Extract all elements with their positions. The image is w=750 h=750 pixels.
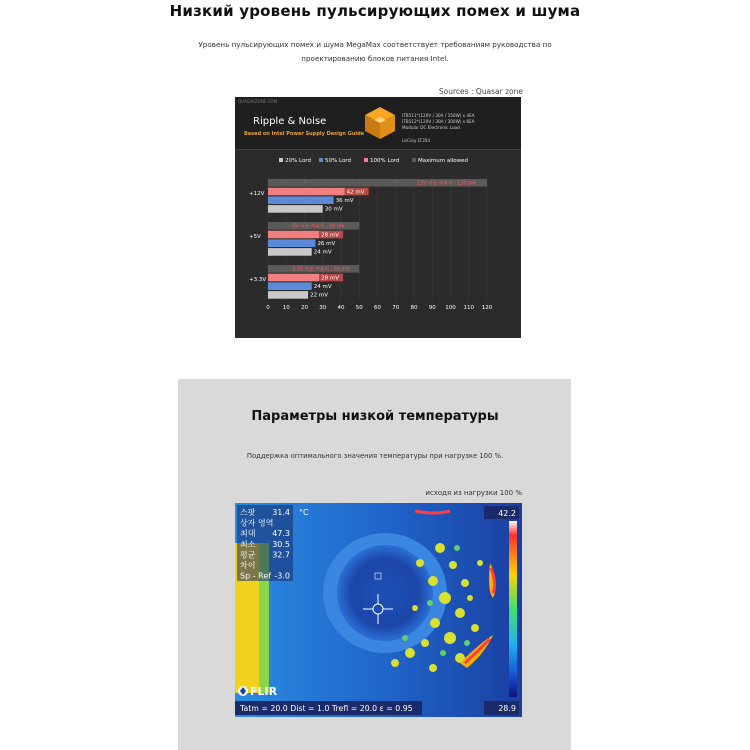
- bar-label: 42 mV: [346, 189, 365, 196]
- thermal-unit: °C: [299, 508, 309, 517]
- x-tick-label: 40: [337, 305, 345, 311]
- thermal-scale-min: 28.9: [498, 704, 516, 713]
- chart-legend: [279, 158, 468, 164]
- legend-swatch: [364, 158, 368, 162]
- thermal-section-title: Параметры низкой температуры: [251, 409, 499, 424]
- chart-x-ticks: [266, 305, 492, 311]
- thermal-image-svg: [235, 503, 522, 717]
- cube-logo-icon: [365, 107, 395, 139]
- bar-label: 30 mV: [324, 206, 343, 213]
- legend-label: 20% Lord: [285, 158, 311, 164]
- legend-swatch: [319, 158, 323, 162]
- ripple-chart-svg: [235, 97, 521, 338]
- bar-label: 24 mV: [313, 284, 332, 290]
- bar-label: 12V 리플 허용치 : 120 mV: [417, 181, 476, 187]
- bar-label: 24 mV: [313, 249, 332, 256]
- bar-label: 36 mV: [335, 198, 354, 204]
- category-label: +3.3V: [249, 277, 267, 283]
- bar-label: 26 mV: [317, 241, 336, 247]
- chart-spec-2: ITB512*(120V / 30A / 300W) x 6EA: [402, 119, 475, 124]
- x-tick-label: 10: [282, 305, 290, 311]
- thermal-stat-label: Sp - Ref: [240, 571, 272, 581]
- bar: [268, 188, 345, 196]
- category-label: +12V: [249, 191, 265, 197]
- thermal-stat-label: 스팟: [240, 508, 256, 517]
- x-tick-label: 60: [374, 305, 381, 311]
- thermal-stat-label: 평균: [240, 550, 256, 560]
- thermal-stat-value: 47.3: [272, 529, 290, 539]
- chart-spec-1: ITB511*(120V / 30A / 150W) x 4EA: [402, 113, 475, 118]
- thermal-stat-value: 32.7: [272, 550, 290, 560]
- x-tick-label: 20: [301, 305, 308, 311]
- bar: [268, 291, 308, 299]
- thermal-stat-value: 30.5: [272, 539, 290, 549]
- bar-label: 3.3V 리플 허용치 : 50 mV: [292, 267, 350, 273]
- thermal-stat-label: 최대: [240, 529, 256, 539]
- x-tick-label: 110: [463, 305, 474, 311]
- bar: [268, 239, 315, 247]
- category-label: +5V: [249, 234, 261, 240]
- ripple-section-title: Низкий уровень пульсирующих помех и шума: [169, 2, 581, 20]
- bar: [268, 274, 319, 282]
- x-tick-label: 90: [428, 305, 436, 311]
- x-tick-label: 50: [355, 305, 363, 311]
- bar-label: 28 mV: [321, 275, 339, 282]
- chart-spec-4: LeCroy LT354: [402, 138, 431, 143]
- x-tick-label: 100: [445, 305, 456, 311]
- x-tick-label: 0: [266, 305, 270, 311]
- chart-spec-3: Modular DC Electronic Load: [402, 125, 460, 130]
- legend-label: 50% Lord: [325, 158, 351, 164]
- bar: [268, 248, 312, 256]
- thermal-footer: Tatm = 20.0 Dist = 1.0 Trefl = 20.0 ε = 0.95: [240, 704, 413, 713]
- flir-logo-icon: [238, 686, 248, 696]
- bar: [268, 196, 334, 204]
- x-tick-label: 120: [481, 305, 493, 311]
- x-tick-label: 80: [410, 305, 418, 311]
- chart-subtitle: Based on Intel Power Supply Design Guide: [244, 131, 365, 137]
- thermal-color-scale: [509, 521, 517, 697]
- x-tick-label: 70: [392, 305, 400, 311]
- thermal-stat-label: 차이: [240, 561, 256, 570]
- thermal-image: [235, 503, 522, 717]
- bar: [268, 282, 312, 290]
- legend-swatch: [279, 158, 283, 162]
- legend-swatch: [412, 158, 416, 162]
- bar-label: 22 mV: [310, 292, 329, 299]
- thermal-stat-value: -3.0: [274, 571, 290, 581]
- thermal-stat-label: 상자 영역: [240, 518, 274, 528]
- bar: [268, 231, 319, 239]
- ripple-description-line2: проектированию блоков питания Intel.: [301, 54, 449, 63]
- chart-title: Ripple & Noise: [253, 116, 327, 127]
- thermal-stat-value: 31.4: [272, 508, 290, 517]
- legend-label: 100% Lord: [370, 158, 400, 164]
- thermal-description: Поддержка оптимального значения температуры при нагрузке 100 %.: [246, 452, 504, 460]
- ripple-noise-chart: [235, 97, 521, 338]
- ripple-source: Sources : Quasar zone: [438, 87, 523, 96]
- thermal-scale-max: 42.2: [498, 509, 516, 518]
- ripple-description-line1: Уровень пульсирующих помех и шума MegaMax соответствует требованиям руководства по: [198, 40, 552, 49]
- x-tick-label: 30: [319, 305, 327, 311]
- flir-brand: FLIR: [250, 685, 278, 698]
- chart-categories: [249, 191, 266, 283]
- thermal-stat-label: 최소: [240, 539, 256, 549]
- thermal-source: исходя из нагрузки 100 %: [425, 489, 522, 497]
- legend-label: Maximum allowed: [418, 158, 469, 164]
- chart-watermark: QUASARZONE.COM: [238, 99, 278, 104]
- bar-label: 5V 리플 허용치 : 50 mV: [292, 224, 345, 230]
- bar: [268, 205, 323, 213]
- bar-label: 28 mV: [321, 232, 339, 239]
